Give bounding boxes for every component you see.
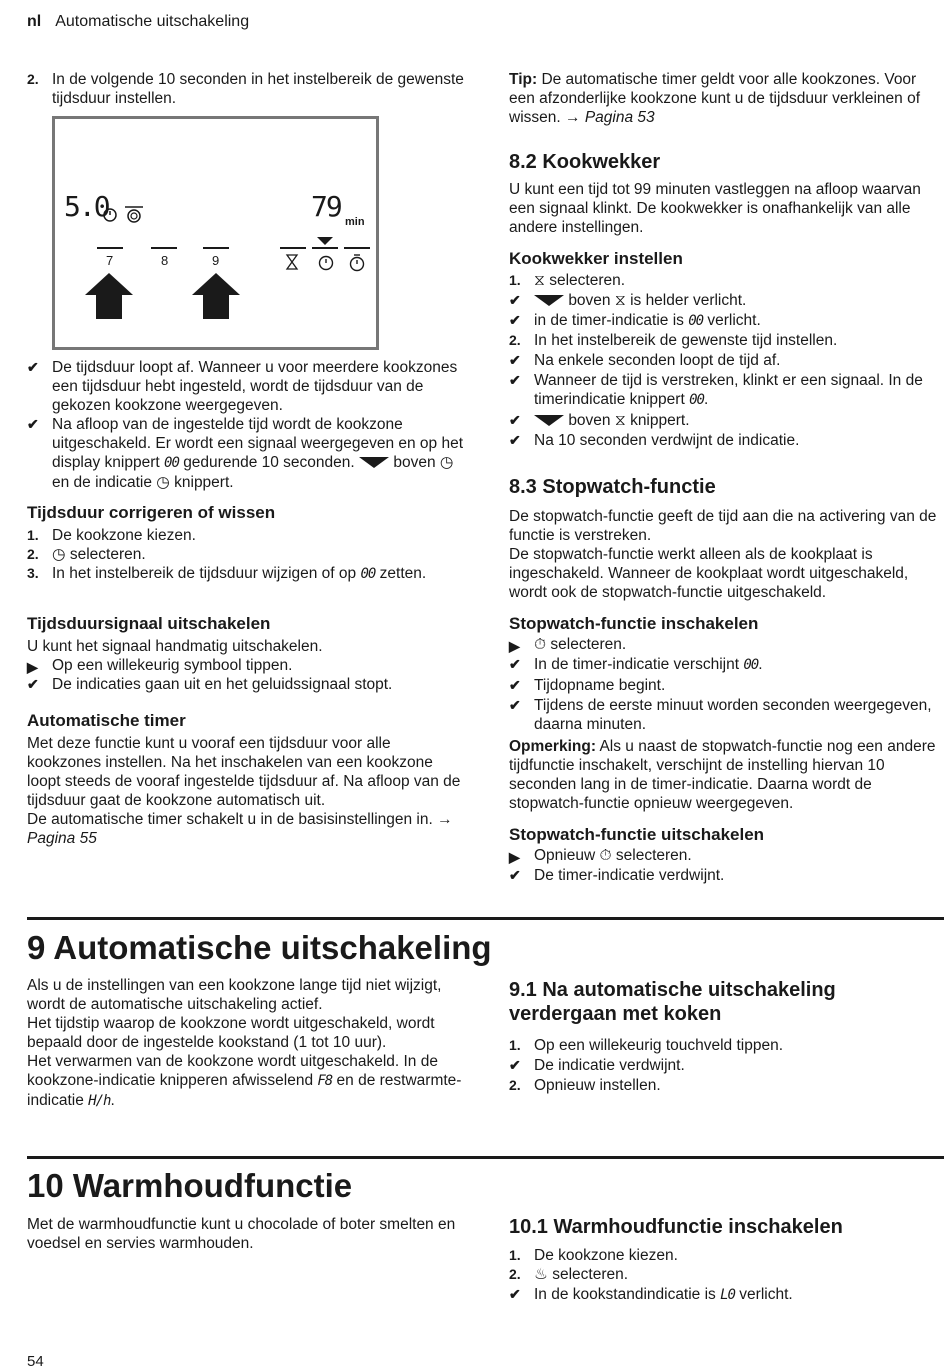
heading-signal: Tijdsduursignaal uitschakelen [27, 614, 271, 633]
heading-auto-timer: Automatische timer [27, 711, 186, 730]
step-item: 1. ⧖ selecteren. [509, 272, 626, 289]
step-item: 2. In het instelbereik de gewenste tijd instellen. [509, 332, 838, 349]
display-left-value: 5.0 [64, 190, 109, 223]
hourglass-icon: ⧖ [614, 292, 626, 309]
heading-kookwekker-instellen: Kookwekker instellen [509, 249, 683, 268]
check-icon: ✔ [509, 432, 521, 448]
check-item: ✔ Na afloop van de ingestelde tijd wordt de kookzone uitgeschakeld. Er wordt een signaal weergegeven en op het display knippert 00 gedurende 10 seconden. boven ◷ en de indicatie ◷ knippert. [27, 416, 464, 491]
check-icon: ✔ [509, 867, 521, 883]
arrow-up-icon [85, 273, 133, 295]
check-item: ✔ In de kookstandindicatie is L0 verlicht. [509, 1286, 793, 1303]
header-title: Automatische uitschakeling [55, 13, 250, 30]
left-column-top [27, 70, 467, 108]
section-10-1 [509, 1215, 944, 1305]
action-item: ▶ ⏱ selecteren. [509, 636, 627, 654]
check-icon: ✔ [27, 359, 39, 375]
hourglass-icon: ⧖ [534, 272, 545, 289]
stopwatch-icon: ⏱ [534, 636, 547, 653]
step-item: 2. ◷ selecteren. [27, 546, 146, 563]
section-10-text: Met de warmhoudfunctie kunt u chocolade of boter smelten en voedsel en servies warmhouden. [27, 1216, 456, 1252]
heading-stopwatch-on: Stopwatch-functie inschakelen [509, 614, 759, 633]
page-number: 54 [27, 1353, 44, 1369]
check-icon: ✔ [509, 412, 521, 428]
reference-arrow-icon: → [565, 109, 581, 126]
section-rule [27, 1156, 944, 1159]
step-item: 2. ♨ selecteren. [509, 1266, 629, 1283]
action-item: ▶ Opnieuw ⏱ selecteren. [509, 847, 692, 865]
check-item: ✔ boven ⧖ knippert. [509, 412, 690, 429]
check-icon: ✔ [509, 1286, 521, 1302]
triangle-marker-icon [359, 457, 389, 469]
check-item: ✔ Tijdopname begint. [509, 677, 666, 694]
hob-display-illustration [52, 116, 379, 350]
check-item: ✔ in de timer-indicatie is 00 verlicht. [509, 312, 761, 329]
section-stopwatch: 8.3 Stopwatch-functie De stopwatch-functie geeft de tijd aan die na activering van de functie is verstreken. De stopwatch-functie werkt alleen als de kookplaat is ingeschakeld. Wanneer de kookplaat wordt uitgeschakeld, wordt ook de stopwatch-functie uitgeschakeld. Stopwatch-functie inschakelen ▶ ⏱ selecteren. ✔ In de timer-indicatie verschijnt 00. ✔ Tijdopname begint. ✔ Tijdens de eerste minuut worden seconden weergegeven, daarna minuten. Opmerking: Als u naast de stopwatch-functie nog een andere tijdfunctie inschakelt, verschijnt de instelling hiervan 10 seconden lang in de timer-indicatie. Daarna wordt de stopwatch-functie opnieuw weergegeven. Stopwatch-functie uitschakelen ▶ Opnieuw ⏱ selecteren. ✔ De timer-indicatie verdwijnt. [509, 475, 944, 885]
triangle-marker-icon [534, 415, 564, 427]
reference-arrow-icon: → [437, 811, 453, 828]
check-icon: ✔ [27, 416, 39, 432]
action-arrow-icon: ▶ [509, 849, 520, 865]
check-item: ✔ De indicaties gaan uit en het geluidssignaal stopt. [27, 676, 393, 693]
check-icon: ✔ [509, 656, 521, 672]
chapter-9-heading: 9 Automatische uitschakeling [27, 929, 492, 966]
triangle-marker-icon [534, 295, 564, 307]
check-icon: ✔ [509, 352, 521, 368]
check-icon: ✔ [27, 676, 39, 692]
page-header [27, 12, 249, 31]
language-code: nl [27, 13, 42, 30]
heading-10-1: 10.1 Warmhoudfunctie inschakelen [509, 1216, 843, 1238]
check-item: ✔ In de timer-indicatie verschijnt 00. [509, 656, 763, 673]
section-9-text: Als u de instellingen van een kookzone lange tijd niet wijzigt, wordt de automatische uitschakeling actief. Het tijdstip waarop de kookzone wordt uitgeschakeld, wordt bepaald door de ingestelde kookstand (1 tot 10 uur). Het verwarmen van de kookzone wordt uitgeschakeld. In de kookzone-indicatie knipperen afwisselend F8 en de restwarmte-indicatie H/h. [27, 977, 462, 1109]
action-item: ▶ Op een willekeurig symbool tippen. [27, 657, 293, 675]
check-icon: ✔ [509, 677, 521, 693]
selection-triangle-icon [317, 237, 333, 247]
action-arrow-icon: ▶ [27, 659, 38, 675]
heading-stopwatch-off: Stopwatch-functie uitschakelen [509, 825, 765, 844]
page-reference-link[interactable]: Pagina 53 [584, 109, 655, 126]
timer-function-icons [285, 253, 375, 273]
step-item: 1. De kookzone kiezen. [509, 1247, 678, 1264]
timer-icon: ◷ [52, 546, 66, 563]
hourglass-icon: ⧖ [614, 412, 626, 429]
timer-icons-left [101, 205, 161, 225]
page-reference-link[interactable]: Pagina 55 [27, 830, 97, 847]
zone-label-8: 8 [161, 253, 169, 268]
display-right-value: 79 [311, 190, 341, 223]
check-icon: ✔ [509, 697, 521, 713]
zone-label-7: 7 [106, 253, 114, 268]
check-icon: ✔ [509, 312, 521, 328]
timer-icon: ◷ [156, 474, 170, 491]
check-item: ✔ Na enkele seconden loopt de tijd af. [509, 352, 781, 369]
section-kookwekker: 8.2 Kookwekker U kunt een tijd tot 99 minuten vastleggen na afloop waarvan een signaal klinkt. De kookwekker is onafhankelijk van alle andere instellingen. Kookwekker instellen 1. ⧖ selecteren. ✔ boven ⧖ is helder verlicht. ✔ in de timer-indicatie is 00 verlicht. 2. In het instelbereik de gewenste tijd instellen. ✔ Na enkele seconden loopt de tijd af. ✔ Wanneer de tijd is verstreken, klinkt er een signaal. In de timerindicatie knippert 00. ✔ boven ⧖ knippert. ✔ Na 10 seconden verdwijnt de indicatie. [509, 150, 944, 450]
heading-9-1: 9.1 Na automatische uitschakeling verdergaan met koken [509, 979, 836, 1025]
step-item: 3. In het instelbereik de tijdsduur wijzigen of op 00 zetten. [27, 565, 427, 582]
timer-icon: ◷ [439, 454, 454, 471]
section-9-1 [509, 978, 944, 1095]
check-item: ✔ Tijdens de eerste minuut worden seconden weergegeven, daarna minuten. [509, 697, 932, 733]
check-item: ✔ De indicatie verdwijnt. [509, 1057, 685, 1074]
heading-kookwekker: 8.2 Kookwekker [509, 151, 661, 173]
check-item: ✔ De timer-indicatie verdwijnt. [509, 867, 725, 884]
check-icon: ✔ [509, 372, 521, 388]
zone-label-9: 9 [212, 253, 220, 268]
check-item: ✔ Na 10 seconden verdwijnt de indicatie. [509, 432, 800, 449]
check-icon: ✔ [509, 1057, 521, 1073]
section-auto-timer: Automatische timer Met deze functie kunt u vooraf een tijdsduur voor alle kookzones instellen. Na het inschakelen van een kookzone loopt steeds de vooraf ingestelde tijdsduur af. Na afloop van de tijdsduur gaat de kookzone automatisch uit. De automatische timer schakelt u in de basisinstellingen in. → Pagina 55 [27, 710, 467, 848]
section-rule [27, 917, 944, 920]
check-item: ✔ De tijdsduur loopt af. Wanneer u voor meerdere kookzones een tijdsduur hebt ingesteld, wordt de tijdsduur van de gekozen kookzone weergegeven. [27, 359, 458, 414]
step-2: 2. In de volgende 10 seconden in het instelbereik de gewenste tijdsduur instellen. [27, 71, 464, 107]
stopwatch-icon: ⏱ [599, 847, 612, 864]
check-item: ✔ Wanneer de tijd is verstreken, klinkt er een signaal. In de timerindicatie knippert 00. [509, 372, 923, 408]
section-correct [27, 502, 467, 584]
step-item: 1. Op een willekeurig touchveld tippen. [509, 1037, 784, 1054]
step-item: 2. Opnieuw instellen. [509, 1077, 661, 1094]
left-column-checks [27, 358, 467, 492]
display-unit: min [345, 216, 365, 228]
section-signal: Tijdsduursignaal uitschakelen U kunt het signaal handmatig uitschakelen. ▶ Op een willekeurig symbool tippen. ✔ De indicaties gaan uit en het geluidssignaal stopt. [27, 613, 467, 694]
step-item: 1. De kookzone kiezen. [27, 527, 196, 544]
tip-block: Tip: De automatische timer geldt voor alle kookzones. Voor een afzonderlijke kookzone kunt u de tijdsduur verkleinen of wissen. → Pagina 53 [509, 71, 921, 126]
heading-correct: Tijdsduur corrigeren of wissen [27, 503, 276, 522]
check-icon: ✔ [509, 292, 521, 308]
action-arrow-icon: ▶ [509, 638, 520, 654]
chapter-10-heading: 10 Warmhoudfunctie [27, 1167, 353, 1204]
check-item: ✔ boven ⧖ is helder verlicht. [509, 292, 747, 309]
keep-warm-icon: ♨ [534, 1266, 548, 1283]
heading-stopwatch: 8.3 Stopwatch-functie [509, 476, 716, 498]
arrow-up-icon [192, 273, 240, 295]
